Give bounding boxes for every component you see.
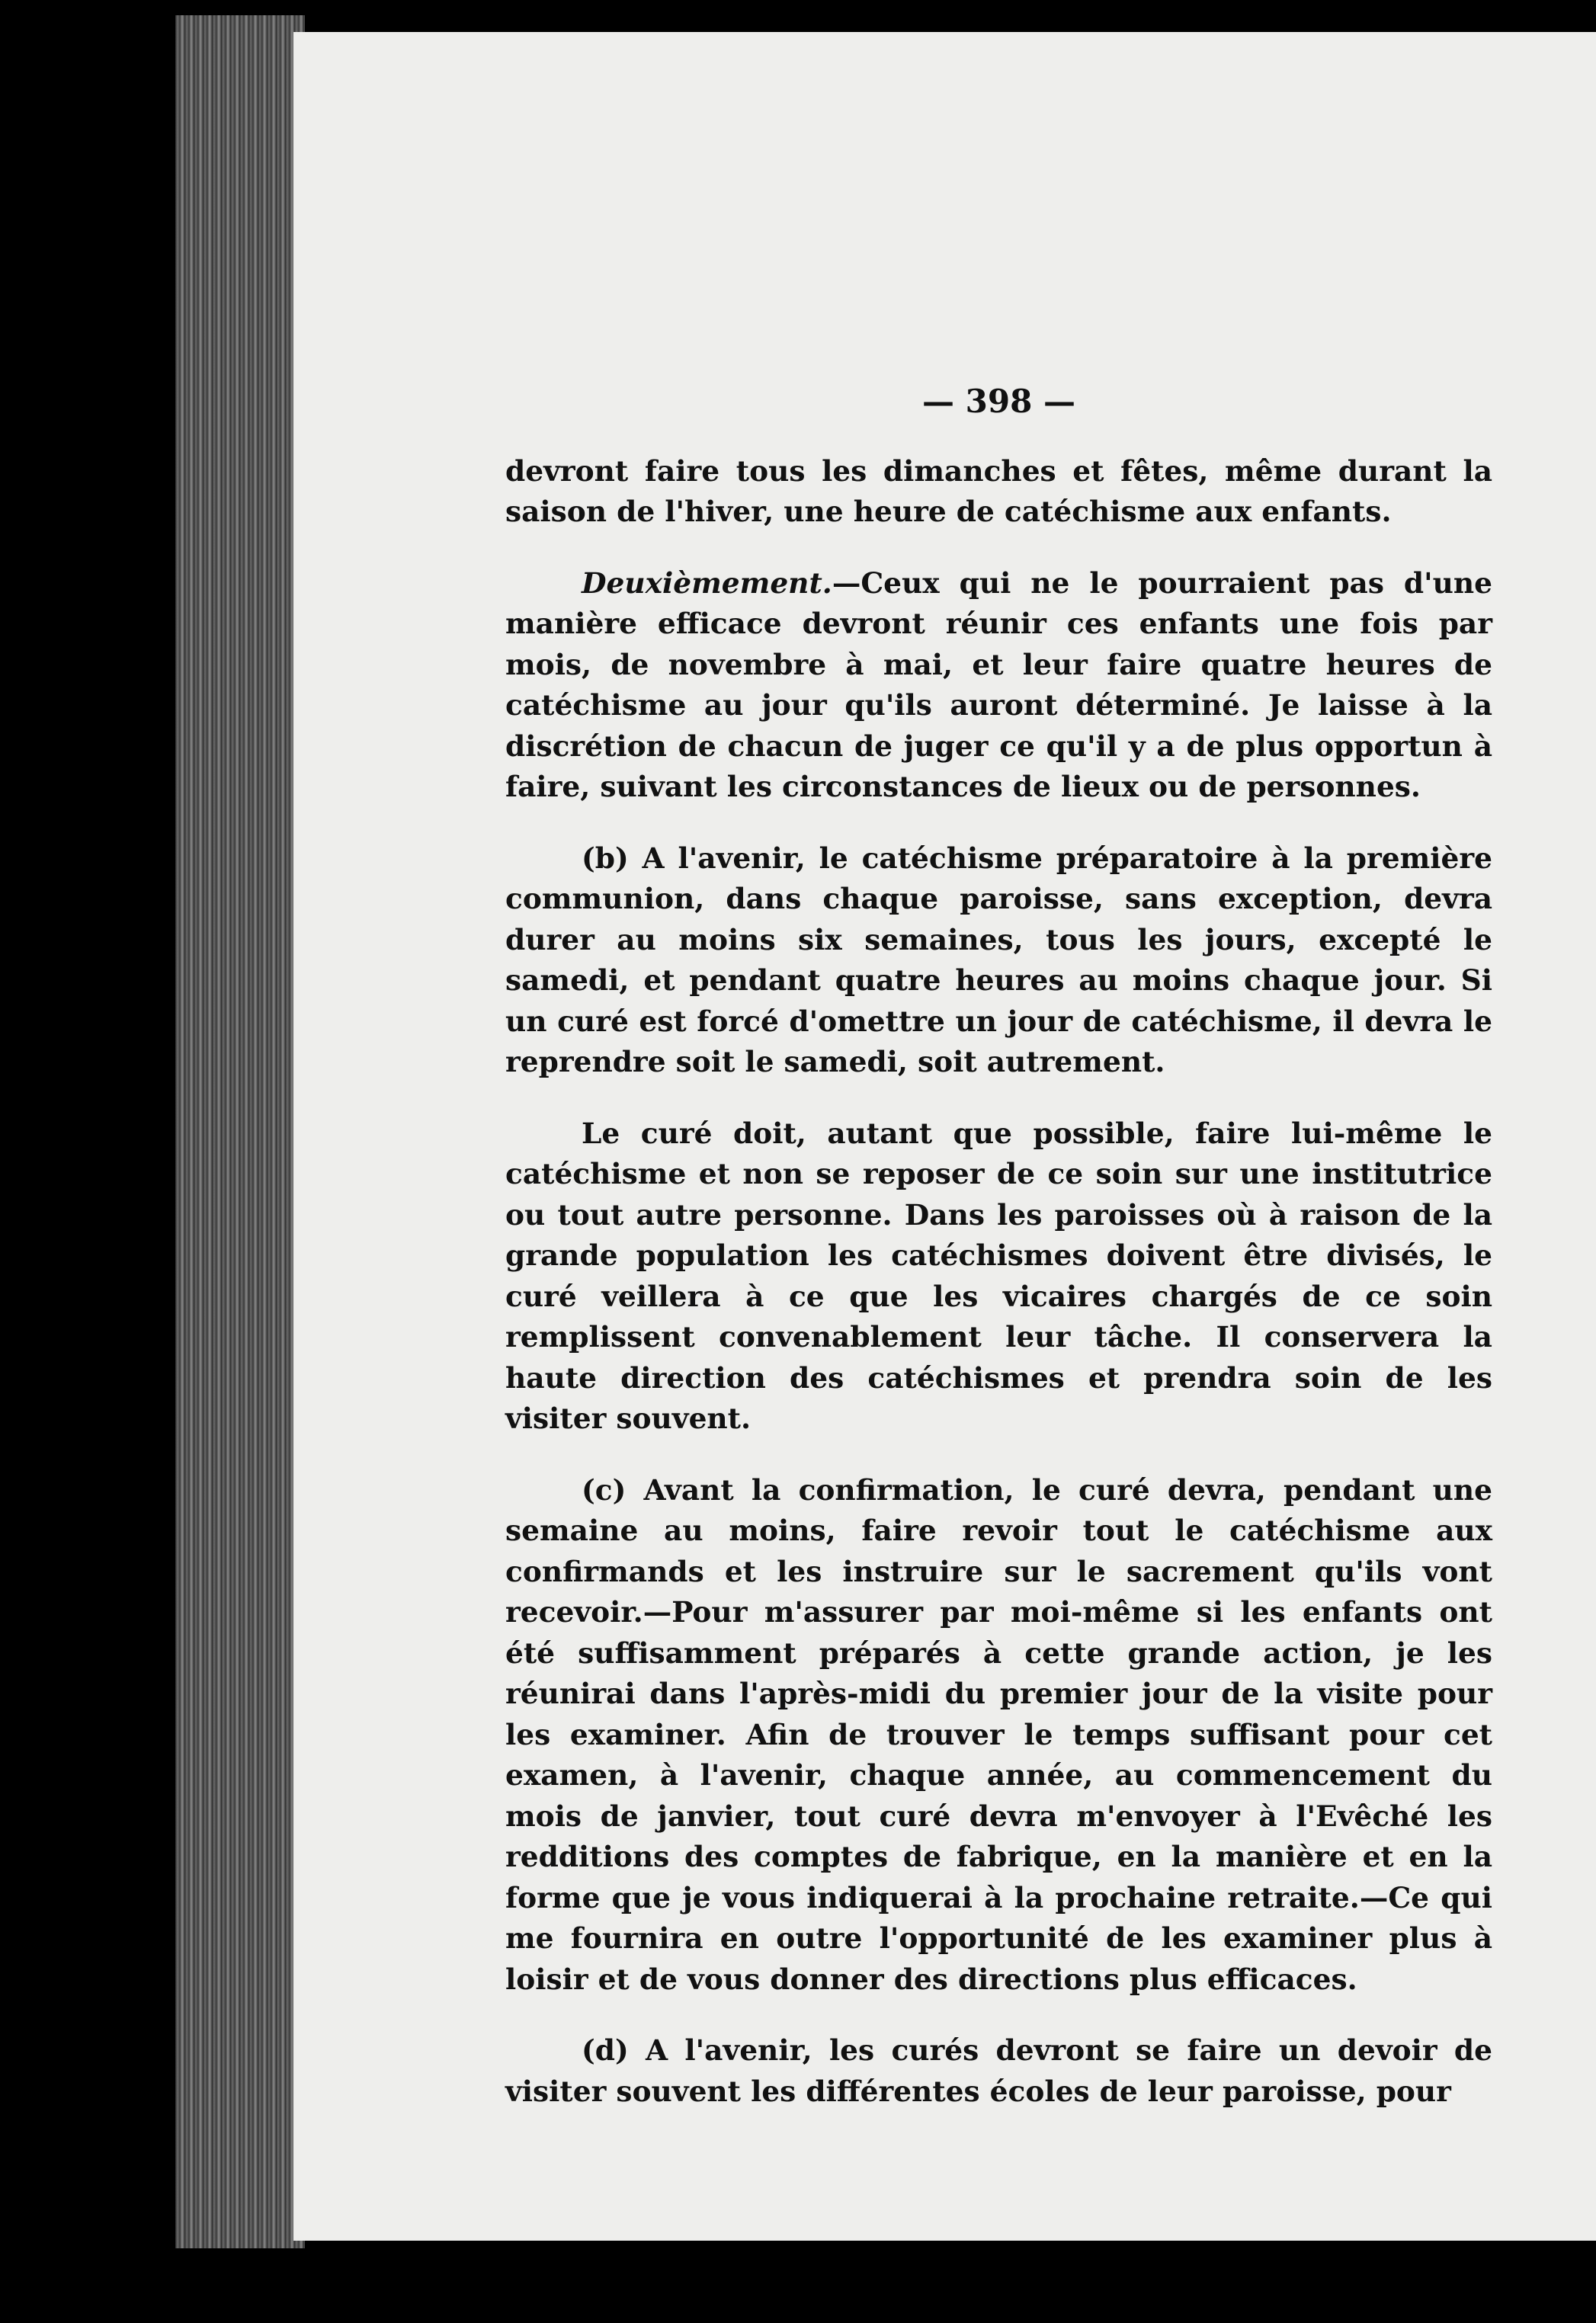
page-number: — 398 — — [922, 383, 1075, 420]
book-spine-edge — [175, 15, 305, 2248]
paragraph-2-rest: —Ceux qui ne le pourraient pas d'une manière efficace devront réunir ces enfants une fois par mois, de novembre à mai, et leur faire quatre heures de catéchisme au jour qu'ils auront déterminé. Je laisse à la discrétion de chacun de juger ce qu'il y a de plus opportun à faire, suivant les circonstances de lieux ou de personnes. — [505, 566, 1492, 803]
page-text — [505, 381, 1492, 2142]
paragraph-c: (c) Avant la confirmation, le curé devra, pendant une semaine au moins, faire revoir tout le catéchisme aux confirmands et les instruire sur le sacrement qu'ils vont recevoir.—Pour m'assurer par moi-même si les enfants ont été suffisamment préparés à cette grande action, je les réunirai dans l'après-midi du premier jour de la visite pour les examiner. Afin de trouver le temps suffisant pour cet examen, à l'avenir, chaque année, au commencement du mois de janvier, tout curé devra m'envoyer à l'Evêché les redditions des comptes de fabrique, en la manière et en la forme que je vous indiquerai à la prochaine retraite.—Ce qui me fournira en outre l'opportunité de les examiner plus à loisir et de vous donner des directions plus efficaces. — [505, 1472, 1492, 1996]
paragraph-4: Le curé doit, autant que possible, faire lui-même le catéchisme et non se reposer de ce soin sur une institutrice ou tout autre personne. Dans les paroisses où à raison de la grande population les catéchismes doivent être divisés, le curé veillera à ce que les vicaires chargés de ce soin remplissent convenablement leur tâche. Il conservera la haute direction des catéchismes et prendra soin de les visiter souvent. — [505, 1116, 1492, 1435]
paragraph-1: devront faire tous les dimanches et fêtes, même durant la saison de l'hiver, une heure de catéchisme aux enfants. — [505, 453, 1492, 528]
paragraph-2 — [505, 563, 1492, 808]
paragraph-d: (d) A l'avenir, les curés devront se faire un devoir de visiter souvent les différentes écoles de leur paroisse, pour — [505, 2033, 1492, 2108]
paragraph-b: (b) A l'avenir, le catéchisme préparatoire à la première communion, dans chaque paroisse, sans exception, devra durer au moins six semaines, tous les jours, excepté le samedi, et pendant quatre heures au moins chaque jour. Si un curé est forcé d'omettre un jour de catéchisme, il devra le reprendre soit le samedi, soit autrement. — [505, 841, 1492, 1078]
paragraph-2-lead: Deuxièmement. — [582, 566, 832, 600]
